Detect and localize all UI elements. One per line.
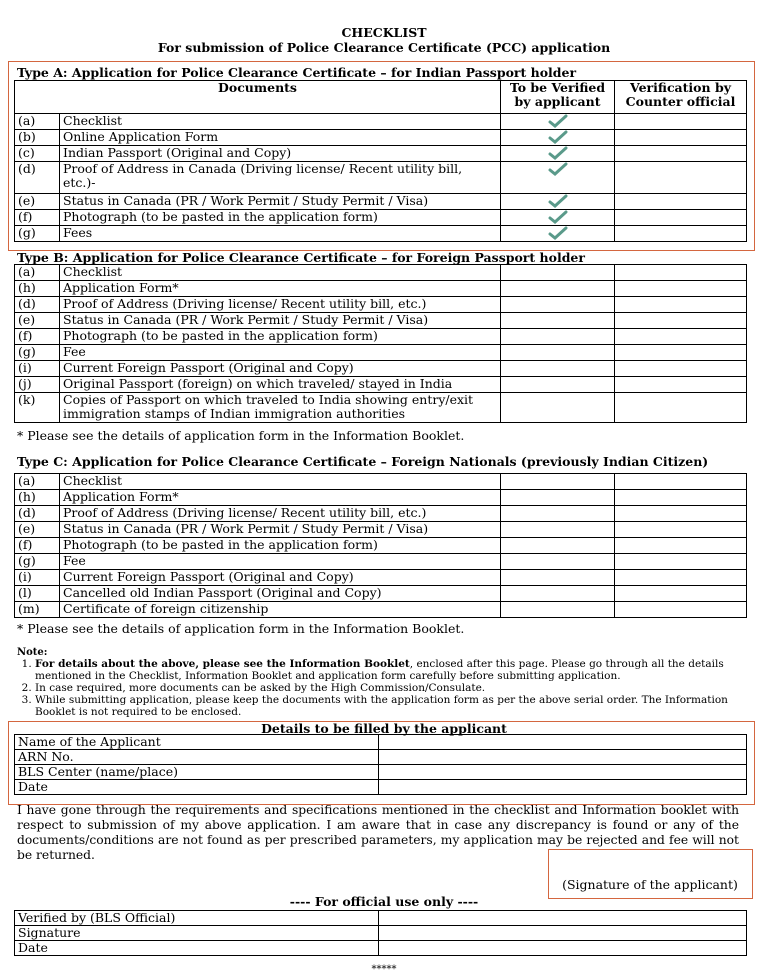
field-value[interactable] [379, 750, 747, 765]
table-row [15, 735, 747, 750]
type-b-footnote: * Please see the details of application form in the Information Booklet. [17, 428, 465, 443]
row-document: Fee [60, 554, 501, 570]
applicant-verify-cell[interactable] [501, 586, 615, 602]
applicant-verify-cell[interactable] [501, 361, 615, 377]
applicant-verify-cell[interactable] [501, 554, 615, 570]
applicant-verify-cell[interactable] [501, 474, 615, 490]
row-document: Status in Canada (PR / Work Permit / Study Permit / Visa) [60, 522, 501, 538]
page-subtitle: For submission of Police Clearance Certificate (PCC) application [157, 40, 611, 55]
applicant-verify-cell[interactable] [501, 570, 615, 586]
row-document: Online Application Form [60, 130, 501, 146]
row-document: Current Foreign Passport (Original and Copy) [60, 361, 501, 377]
table-row [15, 265, 747, 281]
row-code: (e) [15, 194, 60, 210]
official-verify-cell[interactable] [615, 194, 747, 210]
applicant-verify-cell[interactable] [501, 210, 615, 226]
row-code: (j) [15, 377, 60, 393]
row-code: (l) [15, 586, 60, 602]
official-verify-cell[interactable] [615, 522, 747, 538]
table-row [15, 194, 747, 210]
declaration-text: I have gone through the requirements and specifications mentioned in the checklist and Information booklet with respect to submission of my above application. I am aware that in case any discrepancy is found or any of the documents/conditions are not found as per prescribed parameters, my application may be rejected and fee will not be returned. [17, 803, 739, 862]
field-label: ARN No. [15, 750, 379, 765]
official-use-heading: ---- For official use only ---- [289, 894, 479, 909]
table-row [15, 602, 747, 618]
official-verify-cell[interactable] [615, 297, 747, 313]
official-use-title: For official use only [314, 894, 454, 909]
table-row [15, 780, 747, 795]
row-code: (h) [15, 490, 60, 506]
note-1-rest: , enclosed after this page. Please go through all the details mentioned in the Checklist, Information Booklet and application form carefully before submitting application. [35, 658, 724, 682]
field-label: Name of the Applicant [15, 735, 379, 750]
table-row [15, 926, 747, 941]
table-row [15, 750, 747, 765]
official-verify-cell[interactable] [615, 210, 747, 226]
row-document: Application Form* [60, 281, 501, 297]
field-value[interactable] [379, 941, 747, 956]
field-value[interactable] [379, 911, 747, 926]
field-value[interactable] [379, 735, 747, 750]
applicant-verify-cell[interactable] [501, 130, 615, 146]
check-icon [548, 210, 568, 224]
official-verify-cell[interactable] [615, 474, 747, 490]
note-1-bold: For details about the above, please see the Information Booklet [35, 658, 410, 670]
row-document: Original Passport (foreign) on which traveled/ stayed in India [60, 377, 501, 393]
row-code: (f) [15, 329, 60, 345]
table-row [15, 393, 747, 423]
table-row [15, 586, 747, 602]
row-document: Checklist [60, 114, 501, 130]
note-item-3: 3. While submitting application, please keep the documents with the application form as per the above serial order. The Information Booklet is not required to be enclosed. [35, 694, 741, 718]
table-row [15, 329, 747, 345]
row-code: (g) [15, 345, 60, 361]
row-document: Copies of Passport on which traveled to India showing entry/exit immigration stamps of Indian immigration authorities [60, 393, 501, 423]
table-row [15, 911, 747, 926]
official-verify-cell[interactable] [615, 226, 747, 242]
row-code: (a) [15, 474, 60, 490]
official-verify-cell[interactable] [615, 130, 747, 146]
row-code: (i) [15, 570, 60, 586]
row-document: Proof of Address (Driving license/ Recent utility bill, etc.) [60, 297, 501, 313]
field-value[interactable] [379, 780, 747, 795]
official-verify-cell[interactable] [615, 570, 747, 586]
row-code: (a) [15, 265, 60, 281]
row-document: Photograph (to be pasted in the application form) [60, 538, 501, 554]
official-verify-cell[interactable] [615, 506, 747, 522]
field-label: Date [15, 780, 379, 795]
row-code: (d) [15, 297, 60, 313]
official-verify-cell[interactable] [615, 265, 747, 281]
type-c-footnote: * Please see the details of application form in the Information Booklet. [17, 621, 465, 636]
type-b-heading: Type B: Application for Police Clearance Certificate – for Foreign Passport holder [17, 250, 585, 265]
table-row [15, 114, 747, 130]
type-a-heading: Type A: Application for Police Clearance Certificate – for Indian Passport holder [17, 65, 577, 80]
notes-title: Note: [17, 647, 48, 658]
table-row [15, 210, 747, 226]
col-documents: Documents [15, 81, 501, 114]
table-row [15, 538, 747, 554]
row-document: Status in Canada (PR / Work Permit / Study Permit / Visa) [60, 313, 501, 329]
official-verify-cell[interactable] [615, 554, 747, 570]
row-document: Application Form* [60, 490, 501, 506]
applicant-verify-cell[interactable] [501, 506, 615, 522]
check-icon [548, 226, 568, 240]
applicant-verify-cell[interactable] [501, 490, 615, 506]
row-code: (m) [15, 602, 60, 618]
row-document: Proof of Address in Canada (Driving license/ Recent utility bill, etc.)- [60, 162, 501, 194]
row-code: (k) [15, 393, 60, 423]
field-label: Signature [15, 926, 379, 941]
table-row [15, 130, 747, 146]
row-document: Proof of Address (Driving license/ Recent utility bill, etc.) [60, 506, 501, 522]
page-title: CHECKLIST [341, 25, 427, 40]
row-code: (d) [15, 506, 60, 522]
table-row [15, 226, 747, 242]
table-row [15, 313, 747, 329]
table-row [15, 281, 747, 297]
row-code: (c) [15, 146, 60, 162]
applicant-verify-cell[interactable] [501, 146, 615, 162]
row-document: Current Foreign Passport (Original and Copy) [60, 570, 501, 586]
check-icon [548, 162, 568, 176]
type-c-table [14, 473, 747, 618]
applicant-verify-cell[interactable] [501, 602, 615, 618]
applicant-verify-cell[interactable] [501, 162, 615, 194]
signature-label: (Signature of the applicant) [562, 877, 738, 892]
row-document: Checklist [60, 265, 501, 281]
field-value[interactable] [379, 926, 747, 941]
table-row [15, 554, 747, 570]
applicant-verify-cell[interactable] [501, 522, 615, 538]
row-document: Certificate of foreign citizenship [60, 602, 501, 618]
check-icon [548, 146, 568, 160]
row-code: (e) [15, 522, 60, 538]
field-label: BLS Center (name/place) [15, 765, 379, 780]
official-verify-cell[interactable] [615, 329, 747, 345]
note-item-1 [35, 658, 741, 682]
applicant-verify-cell[interactable] [501, 265, 615, 281]
type-b-table [14, 264, 747, 423]
row-document: Cancelled old Indian Passport (Original and Copy) [60, 586, 501, 602]
applicant-details-heading: Details to be filled by the applicant [261, 721, 507, 736]
row-code: (h) [15, 281, 60, 297]
applicant-verify-cell[interactable] [501, 329, 615, 345]
row-document: Fee [60, 345, 501, 361]
row-document: Status in Canada (PR / Work Permit / Study Permit / Visa) [60, 194, 501, 210]
official-use-table [14, 910, 747, 956]
row-document: Photograph (to be pasted in the application form) [60, 329, 501, 345]
official-verify-cell[interactable] [615, 377, 747, 393]
type-c-heading: Type C: Application for Police Clearance Certificate – Foreign Nationals (previously Indian Citizen) [17, 454, 709, 469]
table-row [15, 361, 747, 377]
official-verify-cell[interactable] [615, 313, 747, 329]
applicant-verify-cell[interactable] [501, 114, 615, 130]
table-row [15, 474, 747, 490]
applicant-verify-cell[interactable] [501, 226, 615, 242]
applicant-verify-cell[interactable] [501, 538, 615, 554]
table-row [15, 506, 747, 522]
table-row [15, 941, 747, 956]
check-icon [548, 130, 568, 144]
official-verify-cell[interactable] [615, 490, 747, 506]
table-row [15, 377, 747, 393]
official-verify-cell[interactable] [615, 146, 747, 162]
row-code: (b) [15, 130, 60, 146]
field-label: Verified by (BLS Official) [15, 911, 379, 926]
row-code: (i) [15, 361, 60, 377]
field-value[interactable] [379, 765, 747, 780]
applicant-verify-cell[interactable] [501, 281, 615, 297]
official-verify-cell[interactable] [615, 602, 747, 618]
applicant-verify-cell[interactable] [501, 194, 615, 210]
row-code: (f) [15, 538, 60, 554]
end-mark: ***** [371, 964, 397, 975]
table-row [15, 522, 747, 538]
check-icon [548, 194, 568, 208]
table-row [15, 765, 747, 780]
official-verify-cell[interactable] [615, 361, 747, 377]
row-document: Indian Passport (Original and Copy) [60, 146, 501, 162]
check-icon [548, 114, 568, 128]
field-label: Date [15, 941, 379, 956]
official-verify-cell[interactable] [615, 538, 747, 554]
official-verify-cell[interactable] [615, 393, 747, 423]
row-document: Fees [60, 226, 501, 242]
row-code: (a) [15, 114, 60, 130]
applicant-verify-cell[interactable] [501, 313, 615, 329]
official-verify-cell[interactable] [615, 114, 747, 130]
table-row [15, 297, 747, 313]
row-document: Photograph (to be pasted in the application form) [60, 210, 501, 226]
official-verify-cell[interactable] [615, 586, 747, 602]
notes-list [17, 658, 741, 718]
table-row [15, 162, 747, 194]
applicant-verify-cell[interactable] [501, 377, 615, 393]
note-item-2: 2. In case required, more documents can be asked by the High Commission/Consulate. [35, 682, 741, 694]
col-applicant-verify: To be Verified by applicant [501, 81, 615, 114]
row-code: (f) [15, 210, 60, 226]
row-code: (d) [15, 162, 60, 194]
applicant-verify-cell[interactable] [501, 345, 615, 361]
table-row [15, 490, 747, 506]
applicant-details-table [14, 734, 747, 795]
table-row [15, 146, 747, 162]
row-code: (g) [15, 226, 60, 242]
table-row [15, 570, 747, 586]
official-verify-cell[interactable] [615, 281, 747, 297]
official-verify-cell[interactable] [615, 162, 747, 194]
applicant-verify-cell[interactable] [501, 297, 615, 313]
col-official-verify: Verification by Counter official [615, 81, 747, 114]
row-document: Checklist [60, 474, 501, 490]
table-row [15, 345, 747, 361]
official-verify-cell[interactable] [615, 345, 747, 361]
type-a-table [14, 80, 747, 242]
row-code: (e) [15, 313, 60, 329]
row-code: (g) [15, 554, 60, 570]
applicant-verify-cell[interactable] [501, 393, 615, 423]
